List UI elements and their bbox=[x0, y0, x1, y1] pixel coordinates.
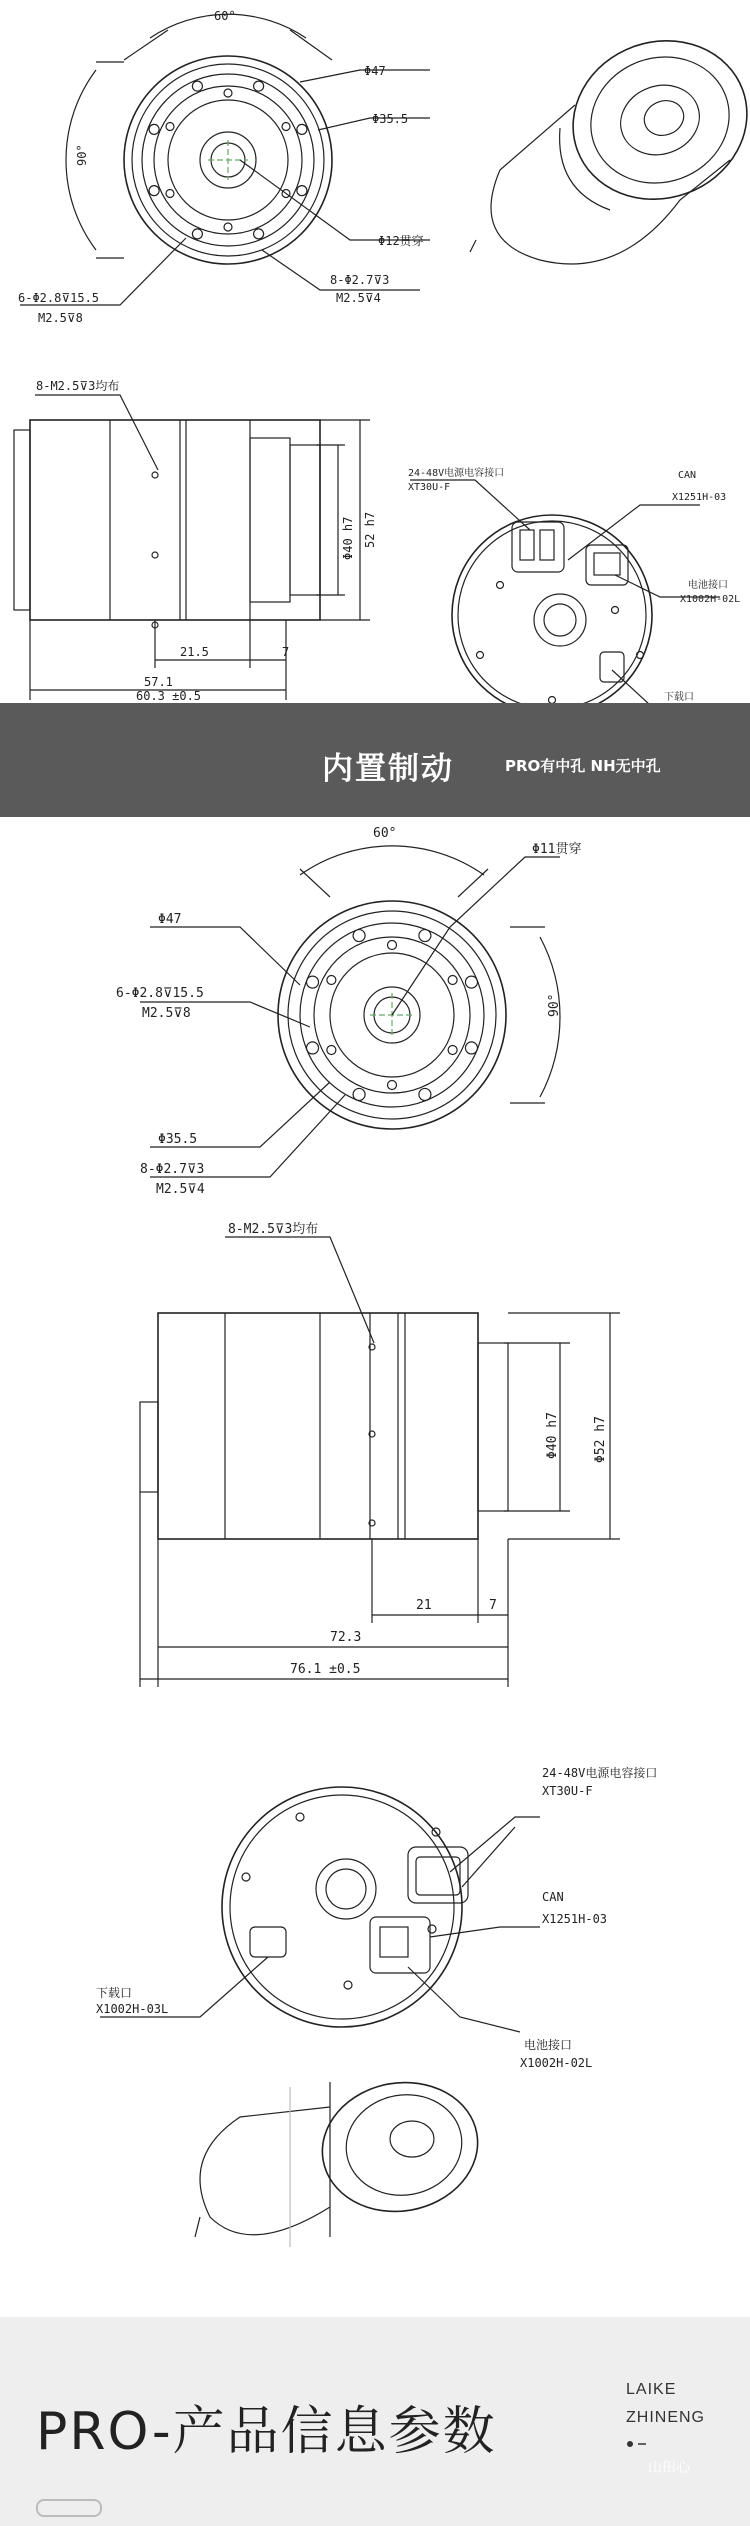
s2-thread-note: 8-M2.5⊽3均布 bbox=[228, 1222, 319, 1237]
s2-download-label: 下载口 bbox=[96, 1986, 133, 2000]
footer-panel bbox=[0, 2317, 750, 2526]
s1-battery-label: 电池接口 bbox=[688, 580, 728, 591]
s2-dim-72-3: 72.3 bbox=[330, 1630, 362, 1645]
s1-d40-label: Φ40 h7 bbox=[341, 516, 355, 560]
s2-through-hole-label: Φ11贯穿 bbox=[532, 842, 582, 857]
s2-holes-a-line1: 8-Φ2.7⊽3 bbox=[140, 1162, 205, 1177]
s1-power-label: 24-48V电源电容接口 bbox=[408, 468, 505, 479]
banner-subtitle: PRO有中孔 NH无中孔 bbox=[505, 757, 661, 775]
section1-svg bbox=[0, 0, 750, 703]
s2-can-code: X1251H-03 bbox=[542, 1912, 608, 1926]
bolt-hole bbox=[297, 124, 307, 134]
s1-power-code: XT30U-F bbox=[408, 482, 451, 493]
s1-can-label: CAN bbox=[678, 470, 697, 481]
s2-dim-7: 7 bbox=[489, 1598, 497, 1613]
bolt-hole bbox=[282, 123, 290, 131]
s2-power-code: XT30U-F bbox=[542, 1784, 593, 1798]
bolt-hole bbox=[388, 941, 397, 950]
bolt-hole bbox=[327, 976, 336, 985]
footer-title: PRO-产品信息参数 bbox=[36, 2402, 497, 2462]
s2-d47-label: Φ47 bbox=[158, 912, 182, 927]
s1-isometric-view bbox=[470, 17, 750, 264]
s1-d52-label: 52 h7 bbox=[363, 511, 377, 548]
s1-angle-top: 60° bbox=[214, 9, 236, 23]
s1-battery-code: X1002H-02L bbox=[680, 594, 741, 605]
s2-download-code: X1002H-03L bbox=[96, 2002, 169, 2016]
s1-can-code: X1251H-03 bbox=[672, 492, 727, 503]
bolt-hole bbox=[448, 976, 457, 985]
bolt-hole bbox=[465, 976, 477, 988]
bolt-hole bbox=[465, 1042, 477, 1054]
watermark: 山田心 bbox=[648, 2460, 690, 2476]
s2-angle-right: 90° bbox=[547, 993, 562, 1017]
s2-holes-b-line2: M2.5⊽8 bbox=[142, 1006, 191, 1021]
bolt-hole bbox=[149, 124, 159, 134]
s2-d35-label: Φ35.5 bbox=[158, 1132, 198, 1147]
section1-drawings bbox=[0, 0, 750, 703]
section2-drawings bbox=[0, 817, 750, 2317]
bolt-hole bbox=[192, 81, 202, 91]
s1-holes-b-line2: M2.5⊽8 bbox=[38, 311, 83, 325]
bolt-hole bbox=[192, 229, 202, 239]
s1-dim-21-5: 21.5 bbox=[180, 645, 209, 659]
brand-line-2: ZHINENG bbox=[626, 2409, 705, 2426]
s2-can-label: CAN bbox=[542, 1890, 564, 1904]
s2-battery-code: X1002H-02L bbox=[520, 2056, 593, 2070]
bolt-hole bbox=[166, 123, 174, 131]
s2-back-view bbox=[100, 1787, 540, 2032]
s2-side-view bbox=[140, 1237, 620, 1687]
bolt-hole bbox=[166, 190, 174, 198]
bolt-hole bbox=[254, 81, 264, 91]
bolt-hole bbox=[307, 1042, 319, 1054]
s1-through-hole-label: Φ12贯穿 bbox=[378, 234, 424, 248]
s1-d35-label: Φ35.5 bbox=[372, 112, 409, 126]
s1-holes-a-line2: M2.5⊽4 bbox=[336, 291, 381, 305]
bolt-hole bbox=[419, 930, 431, 942]
bolt-hole bbox=[149, 186, 159, 196]
s1-thread-note: 8-M2.5⊽3均布 bbox=[36, 379, 120, 393]
bolt-hole bbox=[297, 186, 307, 196]
s1-dim-60-3: 60.3 ±0.5 bbox=[136, 689, 202, 703]
section2-svg bbox=[0, 817, 750, 2317]
bolt-hole bbox=[419, 1088, 431, 1100]
bolt-hole bbox=[448, 1046, 457, 1055]
s1-holes-a-line1: 8-Φ2.7⊽3 bbox=[330, 273, 390, 287]
s1-dim-7: 7 bbox=[282, 645, 290, 659]
s1-download-label: 下载口 bbox=[664, 692, 694, 703]
brand-dots-icon bbox=[626, 2439, 746, 2449]
s2-dim-21: 21 bbox=[416, 1598, 432, 1613]
bolt-hole bbox=[388, 1081, 397, 1090]
s2-angle-top: 60° bbox=[373, 826, 397, 841]
bolt-hole bbox=[353, 1088, 365, 1100]
decorative-pill bbox=[36, 2499, 102, 2517]
s2-d52-label: Φ52 h7 bbox=[593, 1416, 608, 1463]
s2-d40-label: Φ40 h7 bbox=[545, 1412, 560, 1459]
s1-angle-left: 90° bbox=[75, 144, 89, 166]
brand-line-1: LAIKE bbox=[626, 2381, 677, 2398]
bolt-hole bbox=[307, 976, 319, 988]
s2-battery-label: 电池接口 bbox=[524, 2038, 573, 2052]
s1-dim-57-1: 57.1 bbox=[144, 675, 173, 689]
s2-dim-76-1: 76.1 ±0.5 bbox=[290, 1662, 361, 1677]
bolt-hole bbox=[254, 229, 264, 239]
s1-d47-label: Φ47 bbox=[364, 64, 386, 78]
bolt-hole bbox=[327, 1046, 336, 1055]
bolt-hole bbox=[353, 930, 365, 942]
s2-isometric-view bbox=[195, 2070, 488, 2247]
s1-back-view bbox=[410, 480, 720, 715]
bolt-hole bbox=[224, 223, 232, 231]
s2-holes-b-line1: 6-Φ2.8⊽15.5 bbox=[116, 986, 204, 1001]
bolt-hole bbox=[224, 89, 232, 97]
s1-holes-b-line1: 6-Φ2.8⊽15.5 bbox=[18, 291, 100, 305]
banner-title: 内置制动 bbox=[322, 751, 454, 787]
s2-holes-a-line2: M2.5⊽4 bbox=[156, 1182, 205, 1197]
section-banner bbox=[0, 703, 750, 817]
s2-front-view bbox=[140, 846, 560, 1177]
s2-power-label: 24-48V电源电容接口 bbox=[542, 1766, 658, 1780]
